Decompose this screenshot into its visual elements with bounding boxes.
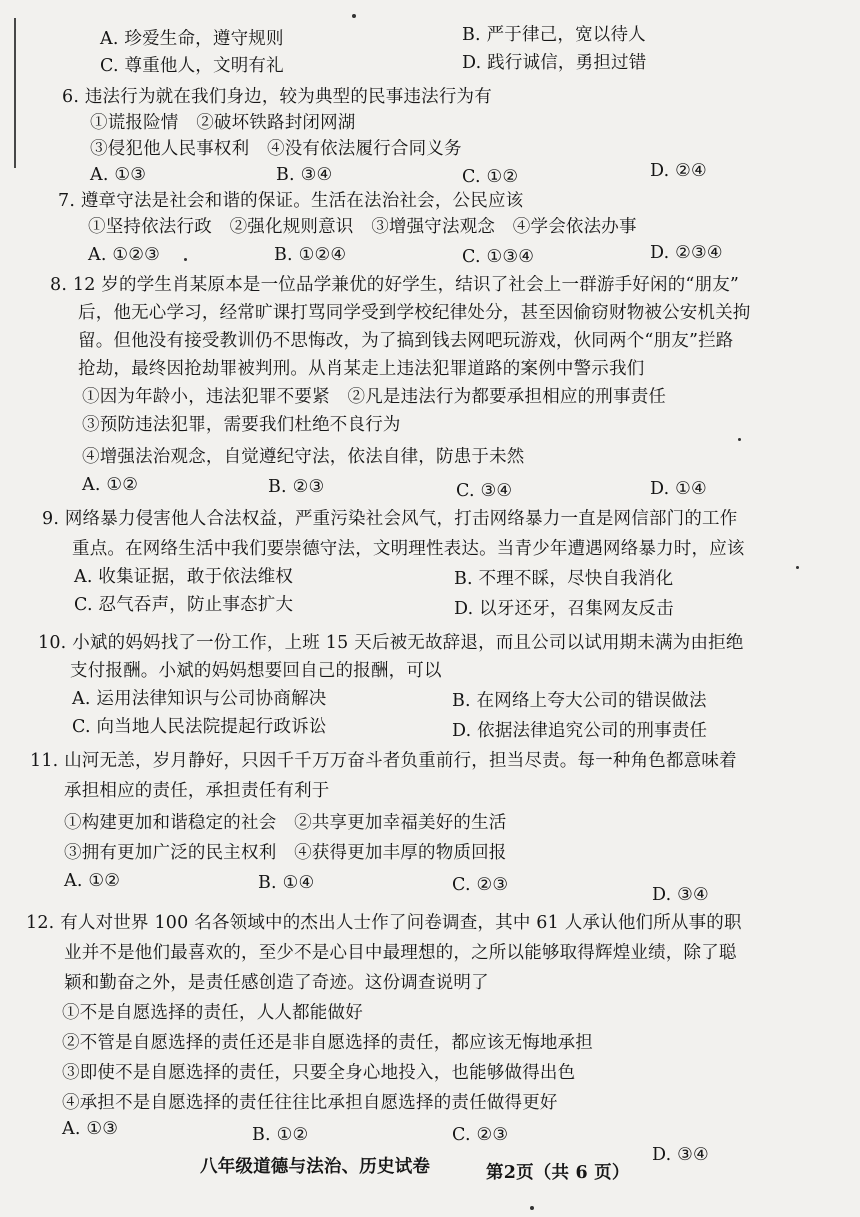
q8-option-d: D. ①④ (650, 479, 707, 499)
scan-speck (530, 1206, 534, 1210)
q11-items-1-2: ①构建更加和谐稳定的社会 ②共享更加幸福美好的生活 (64, 813, 507, 833)
q8-option-c: C. ③④ (456, 481, 513, 501)
q8-stem-line-1: 8. 12 岁的学生肖某原本是一位品学兼优的好学生，结识了社会上一群游手好闲的“朋友” (50, 275, 740, 295)
q6-items-1-2: ①谎报险情 ②破坏铁路封闭网湖 (90, 113, 356, 133)
q9-option-b: B. 不理不睬，尽快自我消化 (454, 569, 674, 589)
q6-option-b: B. ③④ (276, 165, 333, 185)
q12-item-2: ②不管是自愿选择的责任还是非自愿选择的责任，都应该无悔地承担 (62, 1033, 593, 1053)
q11-option-d: D. ③④ (652, 885, 709, 905)
q8-item-4: ④增强法治观念，自觉遵纪守法，依法自律，防患于未然 (82, 447, 525, 467)
q8-item-3: ③预防违法犯罪，需要我们杜绝不良行为 (82, 415, 401, 435)
q9-option-c: C. 忍气吞声，防止事态扩大 (74, 595, 294, 615)
q5-option-a: A. 珍爱生命，遵守规则 (100, 29, 284, 49)
q6-items-3-4: ③侵犯他人民事权利 ④没有依法履行合同义务 (90, 139, 462, 159)
q8-option-a: A. ①② (82, 475, 139, 495)
q12-item-3: ③即使不是自愿选择的责任，只要全身心地投入，也能够做得出色 (62, 1063, 576, 1083)
q6-option-a: A. ①③ (90, 165, 147, 185)
q8-option-b: B. ②③ (268, 477, 325, 497)
q11-stem-line-2: 承担相应的责任，承担责任有利于 (64, 781, 330, 801)
binding-margin-line (14, 18, 16, 168)
q10-option-a: A. 运用法律知识与公司协商解决 (72, 689, 327, 709)
q10-option-d: D. 依据法律追究公司的刑事责任 (452, 721, 708, 741)
q8-items-1-2: ①因为年龄小，违法犯罪不要紧 ②凡是违法行为都要承担相应的刑事责任 (82, 387, 667, 407)
q12-stem-line-1: 12. 有人对世界 100 名各领域中的杰出人士作了问卷调查，其中 61 人承认他们所从事的职 (26, 913, 742, 933)
q10-stem-line-1: 10. 小斌的妈妈找了一份工作，上班 15 天后被无故辞退，而且公司以试用期未满为由拒绝 (38, 633, 744, 653)
q7-option-a: A. ①②③ (88, 245, 161, 265)
scan-speck (738, 438, 741, 441)
q7-option-d: D. ②③④ (650, 243, 723, 263)
scan-speck (796, 566, 799, 569)
q11-option-c: C. ②③ (452, 875, 509, 895)
q7-stem: 7. 遵章守法是社会和谐的保证。生活在法治社会，公民应该 (58, 191, 524, 211)
q6-option-d: D. ②④ (650, 161, 707, 181)
q12-option-d: D. ③④ (652, 1145, 709, 1165)
q7-option-c: C. ①③④ (462, 247, 535, 267)
q12-option-c: C. ②③ (452, 1125, 509, 1145)
q6-stem: 6. 违法行为就在我们身边，较为典型的民事违法行为有 (62, 87, 492, 107)
q11-items-3-4: ③拥有更加广泛的民主权利 ④获得更加丰厚的物质回报 (64, 843, 507, 863)
q5-option-b: B. 严于律己，宽以待人 (462, 25, 646, 45)
q8-stem-line-4: 抢劫，最终因抢劫罪被判刑。从肖某走上违法犯罪道路的案例中警示我们 (78, 359, 645, 379)
q12-option-a: A. ①③ (62, 1119, 119, 1139)
q12-option-b: B. ①② (252, 1125, 309, 1145)
q8-stem-line-2: 后，他无心学习，经常旷课打骂同学受到学校纪律处分，甚至因偷窃财物被公安机关拘 (78, 303, 751, 323)
q12-item-1: ①不是自愿选择的责任，人人都能做好 (62, 1003, 363, 1023)
q7-items: ①坚持依法行政 ②强化规则意识 ③增强守法观念 ④学会依法办事 (88, 217, 637, 237)
q12-item-4: ④承担不是自愿选择的责任往往比承担自愿选择的责任做得更好 (62, 1093, 558, 1113)
q5-option-d: D. 践行诚信，勇担过错 (462, 53, 647, 73)
q12-stem-line-2: 业并不是他们最喜欢的，至少不是心目中最理想的，之所以能够取得辉煌业绩，除了聪 (64, 943, 737, 963)
q8-stem-line-3: 留。但他没有接受教训仍不思悔改，为了搞到钱去网吧玩游戏，伙同两个“朋友”拦路 (78, 331, 734, 351)
q6-option-c: C. ①② (462, 167, 519, 187)
footer-page-info: 第2页（共 6 页） (486, 1163, 630, 1183)
q12-stem-line-3: 颖和勤奋之外，是责任感创造了奇迹。这份调查说明了 (64, 973, 489, 993)
q10-option-b: B. 在网络上夸大公司的错误做法 (452, 691, 707, 711)
q11-option-a: A. ①② (64, 871, 121, 891)
q9-option-a: A. 收集证据，敢于依法维权 (74, 567, 294, 587)
q11-option-b: B. ①④ (258, 873, 315, 893)
scan-speck (184, 258, 187, 261)
q9-stem-line-2: 重点。在网络生活中我们要崇德守法，文明理性表达。当青少年遭遇网络暴力时，应该 (72, 539, 745, 559)
scan-speck (352, 14, 356, 18)
q11-stem-line-1: 11. 山河无恙，岁月静好，只因千千万万奋斗者负重前行，担当尽责。每一种角色都意味着 (30, 751, 737, 771)
q9-option-d: D. 以牙还牙，召集网友反击 (454, 599, 674, 619)
q5-option-c: C. 尊重他人，文明有礼 (100, 56, 284, 76)
q7-option-b: B. ①②④ (274, 245, 347, 265)
q9-stem-line-1: 9. 网络暴力侵害他人合法权益，严重污染社会风气，打击网络暴力一直是网信部门的工作 (42, 509, 738, 529)
q10-stem-line-2: 支付报酬。小斌的妈妈想要回自己的报酬，可以 (70, 661, 442, 681)
q10-option-c: C. 向当地人民法院提起行政诉讼 (72, 717, 327, 737)
footer-exam-title: 八年级道德与法治、历史试卷 (200, 1157, 431, 1177)
